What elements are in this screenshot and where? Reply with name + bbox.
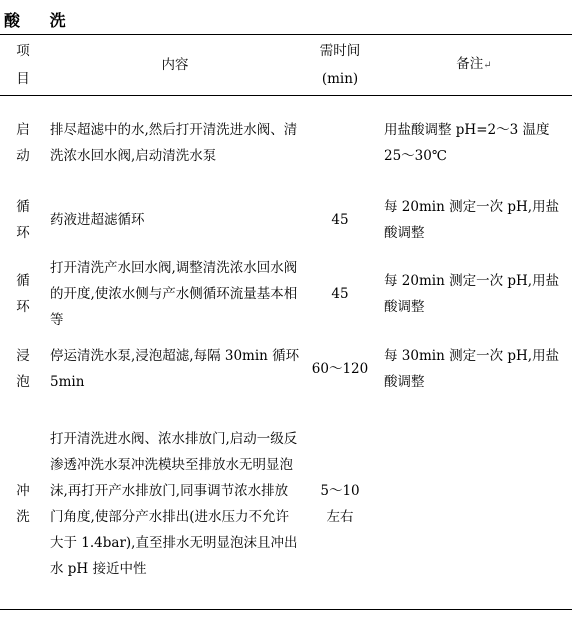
table-row (0, 338, 572, 400)
row-item: 浸泡 (16, 347, 30, 390)
row-content: 打开清洗进水阀、浓水排放门,启动一级反渗透冲洗水泵冲洗模块至排放水无明显泡沫,再打开产水排放门,同事调节浓水排放门角度,使部分产水排出(进水压力不允许大于 1.4bar),直至排水无明显泡沫且冲出水 pH 接近中性 (46, 400, 304, 610)
row-item: 循环 (16, 272, 30, 315)
row-time: 60～120 (311, 360, 369, 377)
header-time-line2: (min) (321, 71, 359, 87)
header-content: 内容 (46, 35, 304, 96)
row-content: 排尽超滤中的水,然后打开清洗进水阀、清洗浓水回水阀,启动清洗水泵 (50, 121, 298, 164)
row-note (376, 400, 572, 610)
table-row (0, 96, 572, 190)
row-item: 启动 (16, 121, 30, 164)
row-note: 每 20min 测定一次 pH,用盐酸调整 (384, 198, 560, 241)
row-item: 循环 (16, 198, 30, 241)
row-item: 冲洗 (16, 483, 30, 526)
header-time (304, 35, 376, 96)
row-content: 停运清洗水泵,浸泡超滤,每隔 30min 循环 5min (50, 347, 300, 390)
table-header-row (0, 35, 572, 96)
row-note: 每 30min 测定一次 pH,用盐酸调整 (384, 347, 560, 390)
return-mark: ↵ (483, 60, 492, 71)
section-title: 酸 洗 (4, 11, 78, 30)
row-note: 每 20min 测定一次 pH,用盐酸调整 (384, 272, 560, 315)
row-content: 打开清洗产水回水阀,调整清洗浓水回水阀的开度,使浓水侧与产水侧循环流量基本相等 (50, 259, 298, 328)
acid-wash-table (0, 34, 572, 610)
header-note: 备注↵ (376, 35, 572, 96)
table-row (0, 190, 572, 250)
row-note: 用盐酸调整 pH=2～3 温度 25～30℃ (384, 121, 550, 164)
header-time-line1: 需时间 (319, 43, 361, 59)
table-row (0, 400, 572, 610)
header-item: 项目 (0, 35, 46, 96)
row-time (304, 96, 376, 190)
row-time: 45 (331, 211, 349, 228)
row-time: 5～10左右 (320, 483, 360, 526)
row-time: 45 (331, 285, 349, 302)
table-row (0, 250, 572, 338)
row-content: 药液进超滤循环 (50, 211, 145, 228)
